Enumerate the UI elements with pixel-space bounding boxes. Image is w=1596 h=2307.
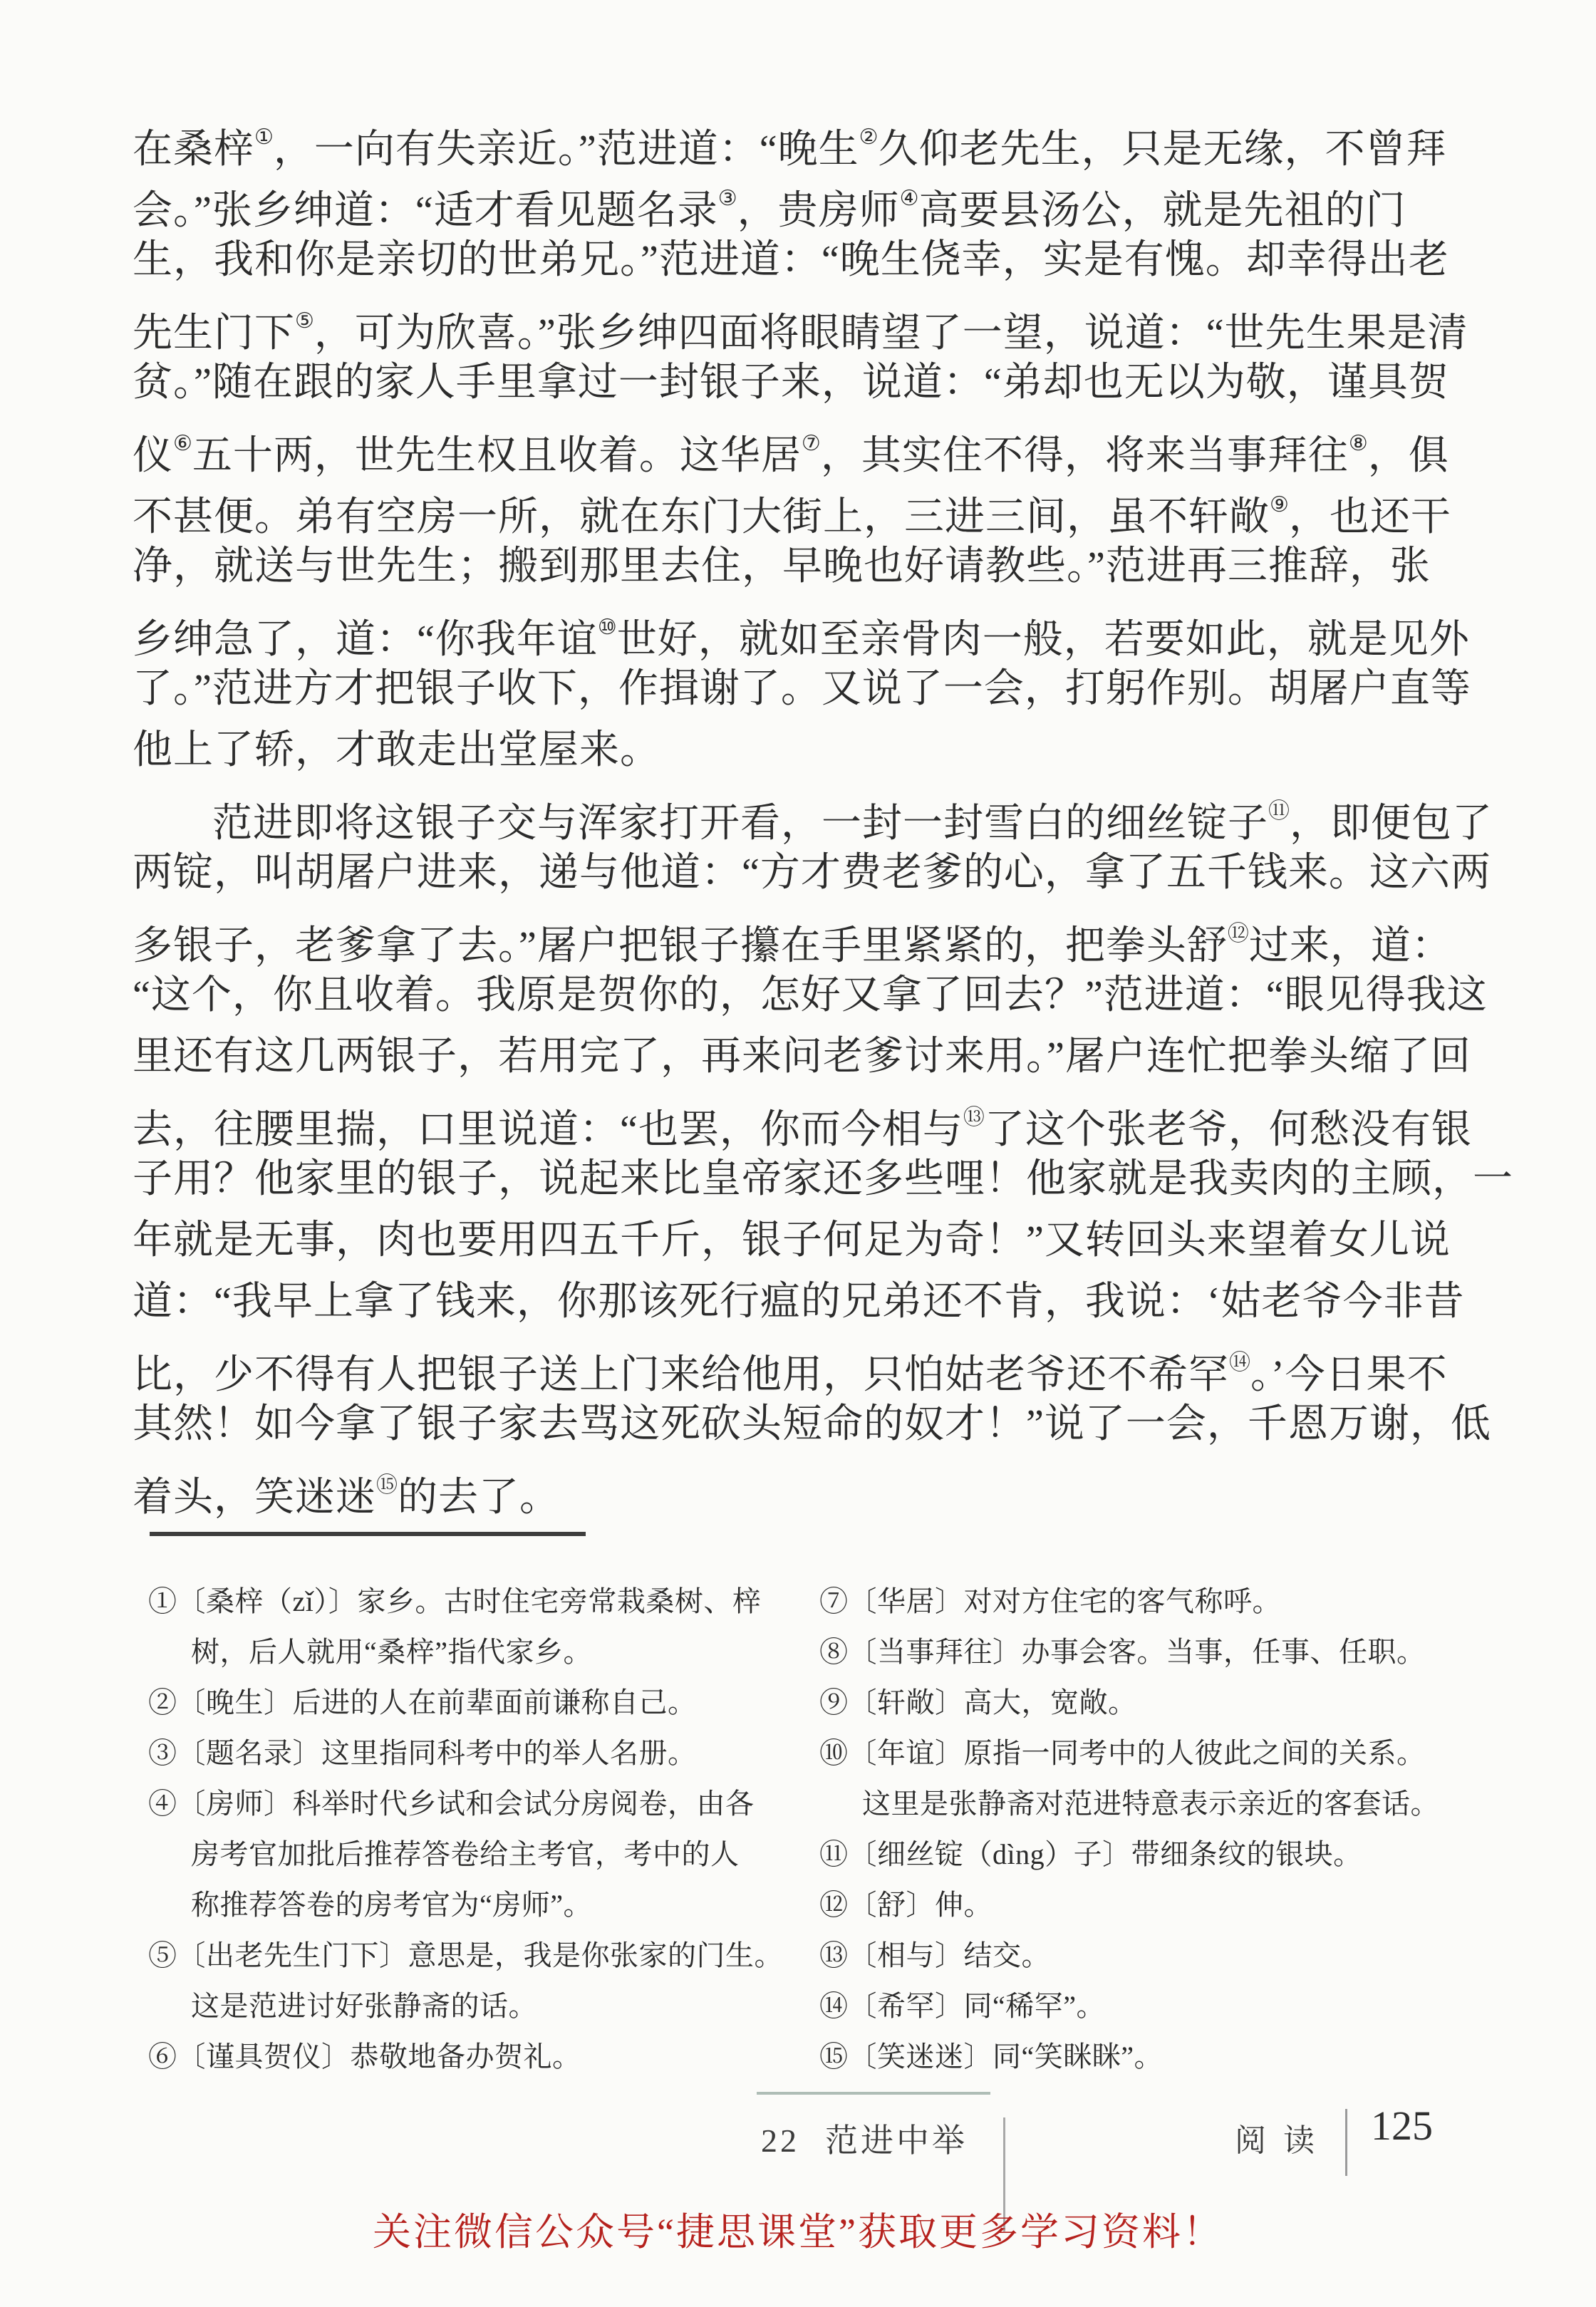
text-line: 他上了轿，才敢走出堂屋来。 — [133, 728, 660, 772]
text-line: 两锭，叫胡屠户进来，递与他道：“方才费老爹的心，拿了五千钱来。这六两 — [133, 851, 1491, 895]
annotation-ref: ⑮ — [376, 1473, 398, 1497]
text-line: 这是范进讨好张静斋的话。 — [191, 1990, 537, 2022]
annotation-ref: ⑨ — [1270, 493, 1289, 517]
text-line: 仪⑥五十两，世先生权且收着。这华居⑦，其实住不得，将来当事拜往⑧，俱 — [133, 432, 1449, 478]
text-line: ⑧〔当事拜往〕办事会客。当事，任事、任职。 — [819, 1636, 1426, 1668]
annotation-ref: ② — [859, 125, 879, 149]
footer-divider-2 — [1345, 2109, 1347, 2176]
footer-accent-line — [757, 2092, 990, 2095]
footnotes-left-column — [148, 1576, 814, 2082]
text-line: 贫。”随在跟的家人手里拿过一封银子来，说道：“弟却也无以为敬，谨具贺 — [133, 361, 1449, 405]
body-text — [133, 107, 1513, 1520]
text-line: 着头，笑迷迷⑮的去了。 — [133, 1473, 560, 1520]
paragraph-2 — [133, 781, 1513, 1520]
text-line: ⑫〔舒〕伸。 — [819, 1889, 993, 1921]
annotation-ref: ⑩ — [597, 616, 617, 639]
text-line: ⑦〔华居〕对对方住宅的客气称呼。 — [819, 1585, 1281, 1617]
text-line: 其然！如今拿了银子家去骂这死砍头短命的奴才！”说了一会，千恩万谢，低 — [133, 1402, 1491, 1446]
text-line: “这个，你且收着。我原是贺你的，怎好又拿了回去？”范进道：“眼见得我这 — [133, 973, 1488, 1017]
footnote-separator-rule — [150, 1532, 586, 1536]
text-line: 房考官加批后推荐答卷给主考官，考中的人 — [191, 1838, 740, 1870]
text-line: ①〔桑梓（zǐ）〕家乡。古时住宅旁常栽桑树、梓 — [148, 1585, 762, 1617]
text-line: 里还有这几两银子，若用完了，再来问老爹讨来用。”屠户连忙把拳头缩了回 — [133, 1035, 1471, 1079]
lesson-title: 范进中举 — [825, 2122, 968, 2159]
text-line: 多银子，老爹拿了去。”屠户把银子攥在手里紧紧的，把拳头舒⑫过来，道： — [133, 922, 1452, 968]
annotation-ref: ⑤ — [295, 309, 314, 333]
text-line: ④〔房师〕科举时代乡试和会试分房阅卷，由各 — [148, 1788, 755, 1820]
text-line: ⑤〔出老先生门下〕意思是，我是你张家的门生。 — [148, 1939, 783, 1971]
annotation-ref: ⑫ — [1227, 922, 1249, 945]
text-line: ⑩〔年谊〕原指一同考中的人彼此之间的关系。 — [819, 1737, 1426, 1769]
footnotes-right-column — [819, 1576, 1507, 2082]
annotation-ref: ⑬ — [963, 1106, 985, 1129]
text-line: ⑥〔谨具贺仪〕恭敬地备办贺礼。 — [148, 2041, 581, 2073]
text-line: 子用？他家里的银子，说起来比皇帝家还多些哩！他家就是我卖肉的主顾，一 — [133, 1157, 1513, 1201]
text-line: 年就是无事，肉也要用四五千斤，银子何足为奇！”又转回头来望着女儿说 — [133, 1218, 1451, 1263]
text-line: ②〔晚生〕后进的人在前辈面前谦称自己。 — [148, 1686, 697, 1718]
text-line: 会。”张乡绅道：“适才看见题名录③，贵房师④高要县汤公，就是先祖的门 — [133, 187, 1406, 233]
annotation-ref: ⑪ — [1268, 799, 1290, 823]
text-line: ⑪〔细丝锭（dìng）子〕带细条纹的银块。 — [819, 1838, 1362, 1870]
page-number: 125 — [1371, 2103, 1433, 2149]
promo-banner: 关注微信公众号“捷思课堂”获取更多学习资料！ — [373, 2211, 1223, 2254]
annotation-ref: ⑥ — [173, 432, 192, 455]
annotation-ref: ③ — [717, 187, 737, 210]
lesson-number: 22 — [761, 2122, 799, 2159]
annotation-ref: ④ — [899, 187, 919, 210]
text-line: 范进即将这银子交与浑家打开看，一封一封雪白的细丝锭子⑪，即便包了 — [212, 799, 1493, 846]
annotation-ref: ⑦ — [801, 432, 821, 455]
text-line: 了。”范进方才把银子收下，作揖谢了。又说了一会，打躬作别。胡屠户直等 — [133, 667, 1471, 711]
annotation-ref: ⑧ — [1348, 432, 1368, 455]
paragraph-continued — [133, 107, 1508, 781]
text-line: 这里是张静斋对范进特意表示亲近的客套话。 — [862, 1788, 1439, 1820]
text-line: ⑭〔希罕〕同“稀罕”。 — [819, 1990, 1106, 2022]
section-label: 阅读 — [1235, 2123, 1332, 2158]
text-line: 净，就送与世先生；搬到那里去住，早晚也好请教些。”范进再三推辞，张 — [133, 544, 1431, 589]
text-line: ⑬〔相与〕结交。 — [819, 1939, 1050, 1971]
text-line: 生，我和你是亲切的世弟兄。”范进道：“晚生侥幸，实是有愧。却幸得出老 — [133, 238, 1449, 282]
text-line: 在桑梓①，一向有失亲近。”范进道：“晚生②久仰老先生，只是无缘，不曾拜 — [133, 125, 1447, 172]
text-line: ⑨〔轩敞〕高大，宽敞。 — [819, 1686, 1137, 1718]
text-line: 树，后人就用“桑梓”指代家乡。 — [191, 1636, 593, 1668]
text-line: 不甚便。弟有空房一所，就在东门大街上，三进三间，虽不轩敞⑨，也还干 — [133, 493, 1451, 539]
text-line: 去，往腰里揣，口里说道：“也罢，你而今相与⑬了这个张老爷，何愁没有银 — [133, 1106, 1472, 1152]
text-line: 先生门下⑤，可为欣喜。”张乡绅四面将眼睛望了一望，说道：“世先生果是清 — [133, 309, 1468, 356]
text-line: ⑮〔笑迷迷〕同“笑眯眯”。 — [819, 2041, 1164, 2073]
text-line: 道：“我早上拿了钱来，你那该死行瘟的兄弟还不肯，我说：‘姑老爷今非昔 — [133, 1280, 1465, 1324]
text-line: 称推荐答卷的房考官为“房师”。 — [191, 1889, 593, 1921]
text-line: ③〔题名录〕这里指同科考中的举人名册。 — [148, 1737, 697, 1769]
annotation-ref: ① — [254, 125, 274, 149]
footer-lesson — [761, 2115, 968, 2162]
text-line: 比，少不得有人把银子送上门来给他用，只怕姑老爷还不希罕⑭。’今日果不 — [133, 1351, 1448, 1397]
annotation-ref: ⑭ — [1229, 1351, 1250, 1374]
text-line: 乡绅急了，道：“你我年谊⑩世好，就如至亲骨肉一般，若要如此，就是见外 — [133, 616, 1470, 662]
